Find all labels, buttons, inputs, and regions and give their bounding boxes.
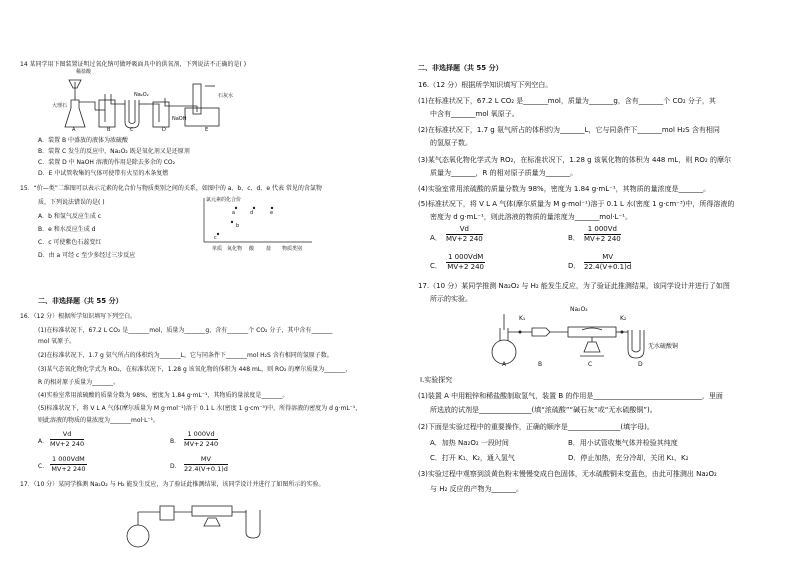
right-q17-letter-b: B <box>538 361 543 368</box>
q15-chart-title: 氯元素的化合价 <box>206 197 242 203</box>
q15-point-b: b <box>236 223 240 229</box>
right-section-2-heading: 二、非选择题（共 55 分） <box>418 64 503 72</box>
right-frac-c: 1 000VdM MV+2 240 <box>447 253 485 271</box>
right-q17-p1b: 所选放的试剂是_______________(填“浓硫酸”“碱石灰”或“无水硫酸铜”)。 <box>430 406 657 414</box>
left-frac-a: $\frac{Vd}{MV+2 240}$ <box>50 430 85 448</box>
right-frac-d: $\frac{MV}{22.4(V+0.1)d}$ <box>584 253 632 271</box>
q15-point-d: d <box>250 210 254 216</box>
right-q17-sub-heading: Ⅰ.实验探究 <box>420 376 453 384</box>
q14-lime-label: 石灰水 <box>218 93 234 99</box>
right-q17-p2-option-a: A．加热 Na₂O₂ 一段时间 <box>430 439 509 447</box>
left-frac-c-label: C． <box>38 463 49 470</box>
left-frac-d-label: D． <box>170 463 181 470</box>
right-q17-apparatus <box>488 308 678 370</box>
right-frac-d-label: D． <box>568 262 581 270</box>
right-frac-b-label: B． <box>568 234 580 242</box>
left-q16-stem: 16．（12 分）根据所学知识填写下列空白。 <box>20 313 137 320</box>
right-q17-p1: (1)装置 A 中用粗锌和稀盐酸制取氢气，装置 B 的作用是_______________________________，里面 <box>418 392 723 400</box>
right-q17-cuso4-label: 无水硫酸铜 <box>648 343 679 350</box>
left-q16-1b: mol 氧原子。 <box>38 338 76 345</box>
q14-option-c: C．装置 D 中 NaOH 溶液的作用是除去多余的 CO₂ <box>38 159 176 166</box>
right-q17-p3b: 与 H₂ 反应的产物为_______。 <box>430 485 524 493</box>
right-q17-letter-a: A <box>502 361 507 368</box>
right-q16-stem: 16.（12 分）根据所学知识填写下列空白。 <box>418 81 553 89</box>
right-q17-k2-label: K₂ <box>620 315 627 322</box>
q14-option-b: B．装置 C 发生的反应中，Na₂O₂ 既是氧化剂又是还原剂 <box>38 148 190 155</box>
right-q16-1b: 中含有_______mol 氧原子。 <box>430 110 519 118</box>
q14-stone-label: 大理石 <box>52 103 68 109</box>
q15-valence-chart <box>196 196 316 252</box>
right-q17-p2-option-d: D．停止加热，充分冷却，关闭 K₁、K₂ <box>568 454 689 462</box>
right-q17-letter-c: C <box>588 361 593 368</box>
q15-option-d: D．由 a 可经 c 至少多经过三步反应 <box>38 252 136 259</box>
right-q17-stem: 17.（10 分）某同学推测 Na₂O₂ 与 H₂ 能发生反应，为了验证此推测结果，该同学设计并进行了如图 <box>418 282 730 290</box>
right-q17-k1-label: K₁ <box>519 315 526 322</box>
q15-option-a: A．b 和氢气反应生成 c <box>38 213 102 220</box>
q14-option-d: D．E 中试管收集的气体可使带有火星的木条复燃 <box>38 170 169 177</box>
q15-xlabel-oxide: 氧化物 <box>227 246 243 252</box>
q15-xlabel-elem: 单质 <box>212 246 223 252</box>
left-q16-2: (2)在标准状况下，1.7 g 氨气所占的体积约为_______L，它与同条件下_______mol H₂S 含有相同的氢原子数。 <box>38 352 333 359</box>
left-frac-d: $\frac{MV}{22.4(V+0.1)d}$ <box>184 455 228 473</box>
left-q16-3b: R 的相对原子质量为_______。 <box>38 379 120 386</box>
right-frac-b: $\frac{1 000Vd}{MV+2 240}$ <box>584 225 621 243</box>
left-frac-b-label: B． <box>170 438 181 445</box>
q15-xlabel-class: 物质类别 <box>282 246 303 252</box>
q14-apparatus-diagram <box>55 69 285 134</box>
q15-point-a: a <box>232 210 236 216</box>
left-q16-5: (5)标准状况下，将 V L A 气体(摩尔质量为 M g·mol⁻¹)溶于 0.1 L 水(密度 1 g·cm⁻³)中，所得溶液的密度为 d g·mL⁻¹， <box>38 405 362 412</box>
right-q17-p2: (2)下面是实验过程中的重要操作，正确的顺序是_______________(填字母)。 <box>418 423 654 431</box>
right-q17-letter-d: D <box>638 361 643 368</box>
q14-stem: 14 某同学用下图装置证明过氧化钠可做呼吸面具中的供氧剂，下列说法不正确的是( ) <box>20 61 247 68</box>
q15-xlabel-salt: 盐 <box>266 246 272 252</box>
right-q16-1: (1)在标准状况下，67.2 L CO₂ 是_______mol，质量为_______g，含有_______个 CO₂ 分子，其 <box>418 97 716 105</box>
left-frac-a-label: A． <box>38 438 49 445</box>
right-q16-3: (3)某气态氧化物化学式为 RO₂，在标准状况下，1.28 g 该氧化物的体积为 448 mL，则 RO₂ 的摩尔 <box>418 156 731 164</box>
right-q16-2b: 的氢原子数。 <box>430 139 472 147</box>
q14-letter-c: C <box>130 127 134 133</box>
q15-option-b: B．e 和水反应生成 d <box>38 226 96 233</box>
right-q16-5: (5)标准状况下，将 V L A 气体(摩尔质量为 M g·mol⁻¹)溶于 0.1 L 水(密度 1 g·cm⁻³)中，所得溶液的 <box>418 200 735 208</box>
left-q16-5b: 则此溶液的物质的量浓度为_______mol·L⁻¹。 <box>38 417 160 424</box>
left-q17-stem: 17．（10 分）某同学推测 Na₂O₂ 与 H₂ 能发生反应，为了验证此推测结果，该同学设计并进行了如图所示的实验。 <box>20 481 325 488</box>
q15-point-e: e <box>270 210 274 216</box>
left-section-2-heading: 二、非选择题（共 55 分） <box>38 297 123 305</box>
right-frac-c-label: C． <box>430 262 442 270</box>
q14-option-a: A．装置 B 中盛放的液体为浓硫酸 <box>38 137 129 144</box>
right-q17-na2o2-label: Na₂O₂ <box>570 306 588 313</box>
right-q17-p3: (3)实验过程中观察到淡黄色粉末慢慢变成白色固体，无水硫酸铜未变蓝色，由此可推测出 Na₂O₂ <box>418 470 717 478</box>
q15-stem: 15．“价—类”二维图可以表示元素的化合价与物质类别之间的关系，如图中的 a、b、c、d、e 代表 常见的含氯物 <box>20 185 322 192</box>
q14-naoh-label: NaOH <box>172 116 187 122</box>
q15-stem-2: 质，下列说法错误的是( ) <box>38 199 105 206</box>
left-q16-1: (1)在标准状况下，67.2 L CO₂ 是_______mol，质量为_______g，含有_______个 CO₂ 分子，其中含有_______ <box>38 327 333 334</box>
right-q17-stem-2: 所示的实验。 <box>430 295 472 303</box>
right-q17-p2-option-b: B．用小试管收集气体并检验其纯度 <box>568 439 678 447</box>
q14-letter-e: E <box>205 127 209 133</box>
q14-na2o2-label: Na₂O₂ <box>134 92 149 98</box>
q15-point-c: c <box>214 235 217 241</box>
left-frac-c: 1 000VdM MV+2 240 <box>51 455 86 473</box>
left-q16-4: (4)实验室常用浓硫酸的质量分数为 98%，密度为 1.84 g·mL⁻¹，其物质的量浓度是_______。 <box>38 392 289 399</box>
q14-funnel-label: 稀盐酸 <box>76 69 92 75</box>
right-q16-4: (4)实验室常用浓硫酸的质量分数为 98%，密度为 1.84 g·mL⁻¹，其物质的量浓度是_______。 <box>418 185 711 193</box>
right-q17-p2-option-c: C．打开 K₁、K₂，通入氢气 <box>430 454 515 462</box>
left-q16-3: (3)某气态氧化物化学式为 RO₂，在标准状况下，1.28 g 该氧化物的体积为 448 mL，则 RO₂ 的摩尔质量为_______， <box>38 366 352 373</box>
left-q17-apparatus <box>120 492 290 552</box>
q15-option-c: C．c 可使紫色石蕊变红 <box>38 239 102 246</box>
left-frac-b: $\frac{1 000Vd}{MV+2 240}$ <box>184 430 219 448</box>
q14-letter-a: A <box>72 127 76 133</box>
q14-letter-d: D <box>162 127 166 133</box>
q14-letter-b: B <box>107 127 111 133</box>
right-q16-2: (2)在标准状况下，1.7 g 氨气所占的体积约为_______L，它与同条件下_______mol H₂S 含有相同 <box>418 126 720 134</box>
right-frac-a-label: A． <box>430 234 442 242</box>
q15-xlabel-acid: 酸 <box>249 246 255 252</box>
right-q16-5b: 密度为 d g·mL⁻¹，则此溶液的物质的量浓度为_______mol·L⁻¹。 <box>430 213 632 221</box>
right-frac-a: $\frac{Vd}{MV+2 240}$ <box>446 225 483 243</box>
right-q16-3b: 质量为_______，R 的相对原子质量为_______。 <box>430 169 578 177</box>
